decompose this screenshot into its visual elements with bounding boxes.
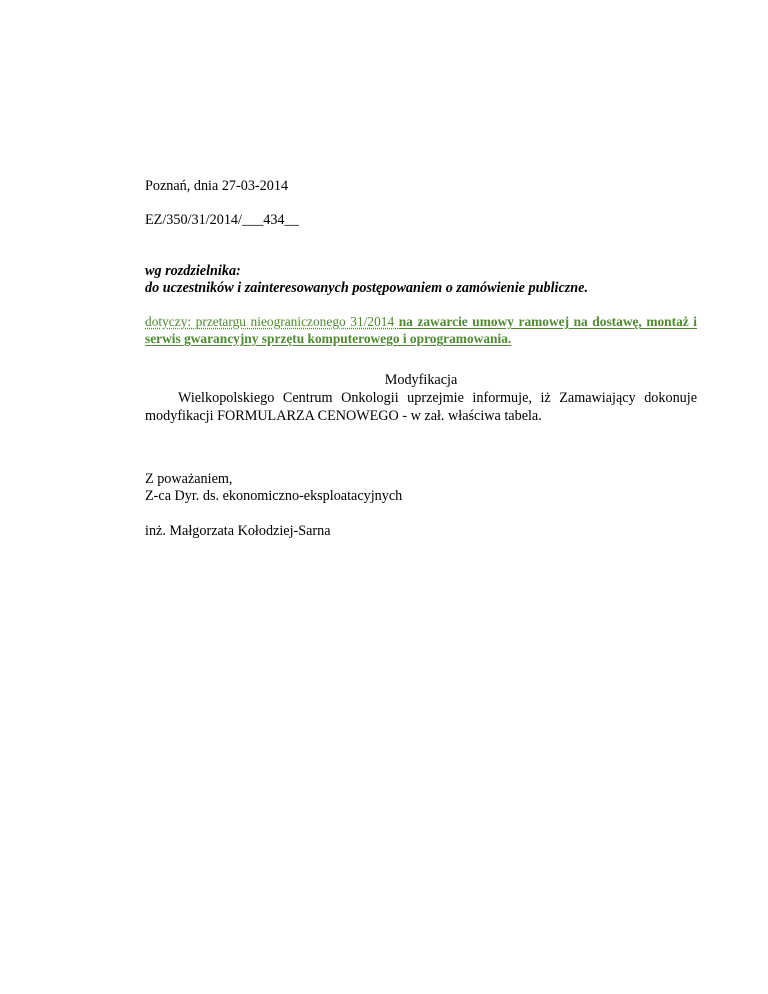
- body-text: Wielkopolskiego Centrum Onkologii uprzejmie informuje, iż Zamawiający dokonuje modyfikacji FORMULARZA CENOWEGO - w zał. właściwa tabela.: [145, 390, 697, 424]
- signatory-name: inż. Małgorzata Kołodziej-Sarna: [145, 523, 331, 539]
- body-title: Modyfikacja: [384, 372, 458, 388]
- distribution-heading: wg rozdzielnika:: [145, 263, 241, 279]
- signatory-title: Z-ca Dyr. ds. ekonomiczno-eksploatacyjnych: [145, 488, 403, 504]
- distribution-recipients: do uczestników i zainteresowanych postępowaniem o zamówienie publiczne.: [145, 280, 588, 296]
- reference-number: EZ/350/31/2014/___434__: [145, 212, 299, 228]
- place-date: Poznań, dnia 27-03-2014: [145, 178, 289, 194]
- closing: Z poważaniem,: [145, 471, 233, 487]
- subject: [145, 313, 697, 347]
- subject-prefix: dotyczy: przetargu nieograniczonego 31/2014: [145, 314, 399, 329]
- subject-main: na zawarcie umowy ramowej na dostawę, montaż i serwis gwarancyjny sprzętu komputerowego i oprogramowania.: [145, 314, 698, 346]
